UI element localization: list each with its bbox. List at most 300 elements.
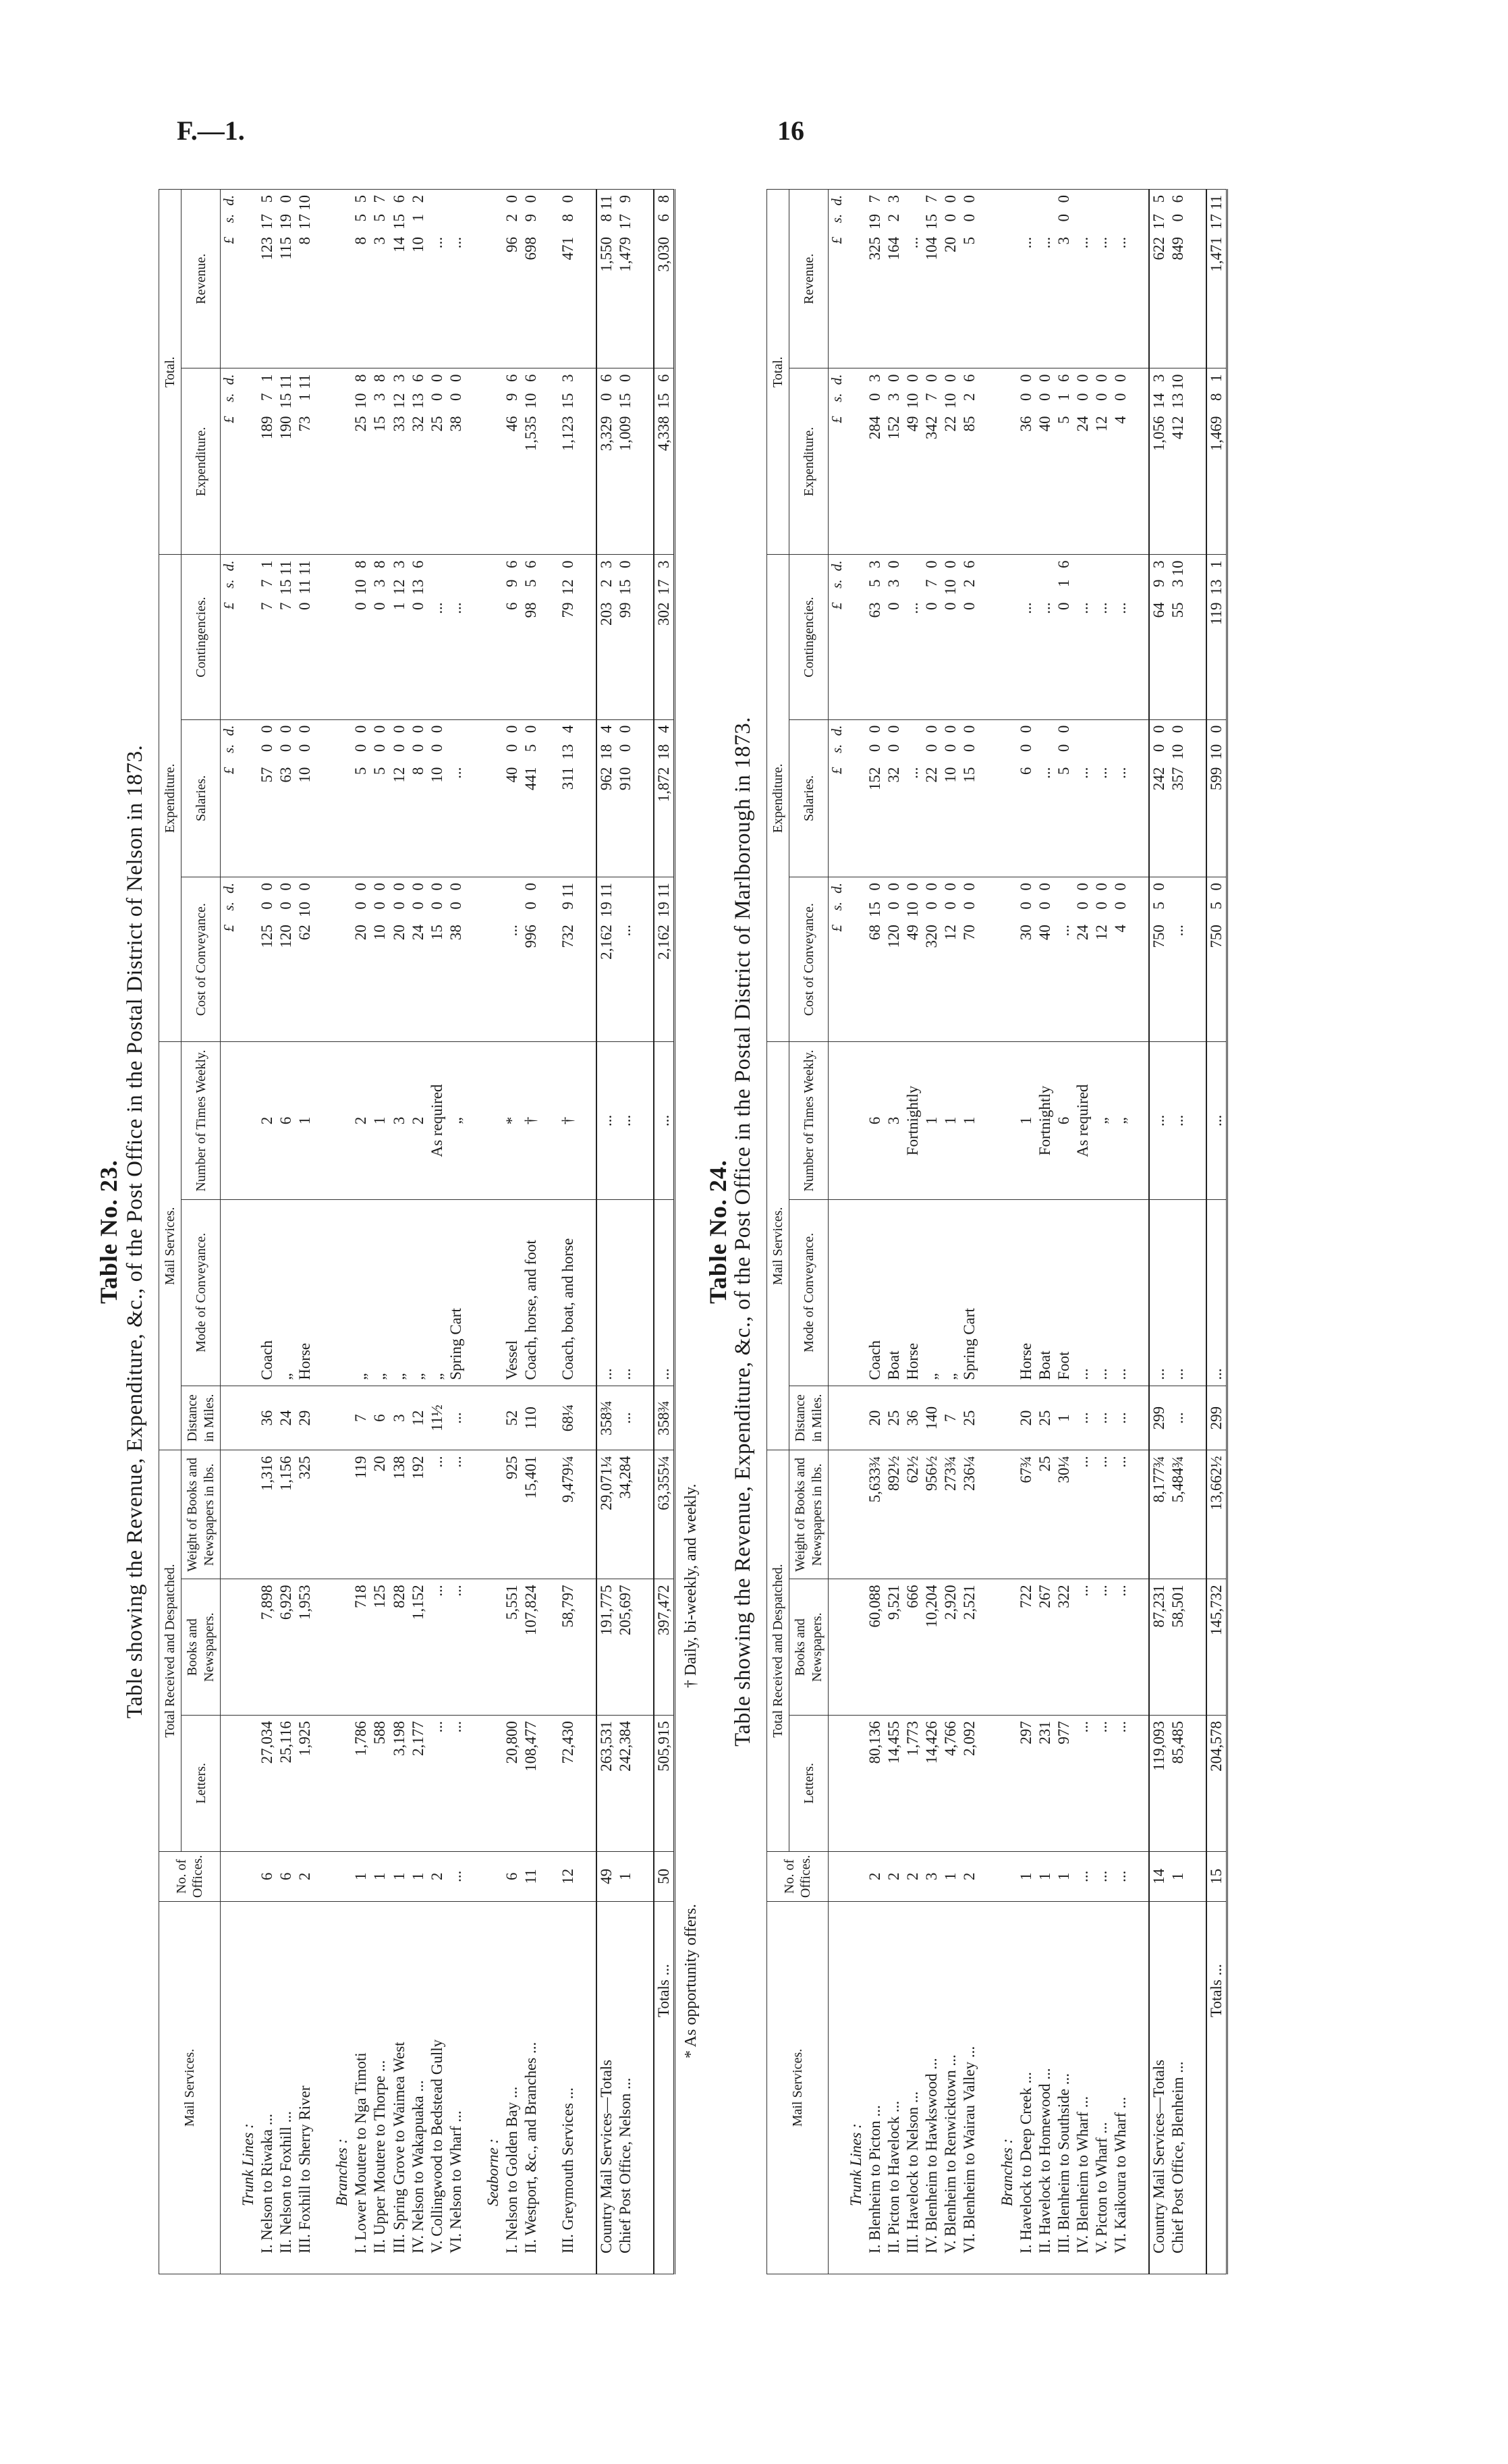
contingencies-pence: 3 <box>654 560 672 568</box>
cost-pence: 0 <box>296 883 314 891</box>
table-row <box>370 190 389 2274</box>
letters-count: 231 <box>1036 1716 1055 1852</box>
offices-count: 1 <box>352 1851 370 1901</box>
unit-blank <box>829 1042 847 1200</box>
distance-miles: 7 <box>352 1386 370 1450</box>
service-name: II. Havelock to Homewood ... <box>1036 1902 1055 2274</box>
cost-shillings: 0 <box>352 902 370 910</box>
contingencies-pence: 8 <box>352 560 370 568</box>
section-blank <box>484 1579 503 1716</box>
revenue-amount <box>352 190 370 368</box>
expenditure-pence: 0 <box>923 374 941 382</box>
table-row <box>447 190 466 2274</box>
distance-miles: 110 <box>522 1386 540 1450</box>
times-weekly: 1 <box>296 1042 314 1200</box>
expenditure-pence: 6 <box>1055 374 1072 382</box>
letters-count: 85,485 <box>1169 1716 1188 1852</box>
expenditure-amount <box>654 368 675 555</box>
table-row <box>559 190 578 2274</box>
cost-pounds: ... <box>1055 925 1072 937</box>
spacer-cell <box>635 1716 654 1852</box>
revenue-amount <box>1017 190 1036 368</box>
contingencies-pounds: 0 <box>885 602 903 610</box>
section-blank <box>847 1386 866 1450</box>
section-row <box>484 190 503 2274</box>
spacer-cell <box>980 368 998 555</box>
salaries-pounds: 63 <box>277 767 295 783</box>
salaries-amount <box>1206 719 1227 877</box>
column-header: Contingencies. <box>789 555 829 719</box>
cost-shillings: 0 <box>409 902 426 910</box>
books-count: 191,775 <box>596 1579 616 1716</box>
letters-count: 242,384 <box>616 1716 635 1852</box>
expenditure-pounds: 1,056 <box>1150 416 1167 451</box>
expenditure-pence: 6 <box>961 374 978 382</box>
spacer-cell <box>314 1450 333 1579</box>
offices-count: 49 <box>596 1851 616 1901</box>
conveyance-mode: „ <box>352 1199 370 1386</box>
offices-count: 6 <box>258 1851 277 1901</box>
salaries-pence: 4 <box>654 725 672 734</box>
contingencies-amount <box>277 555 296 719</box>
expenditure-pounds: 5 <box>1055 416 1072 424</box>
books-count: 718 <box>352 1579 370 1716</box>
expenditure-shillings: 0 <box>597 393 615 401</box>
expenditure-pounds: 25 <box>352 416 370 432</box>
column-header: Weight of Books and Newspapers in lbs. <box>789 1450 829 1579</box>
section-blank <box>847 1199 866 1386</box>
section-title: Branches : <box>333 1902 352 2274</box>
unit-blank <box>829 1851 847 1901</box>
cost-shillings: 0 <box>923 902 941 910</box>
service-name: I. Blenheim to Picton ... <box>866 1902 885 2274</box>
column-header: Weight of Books and Newspapers in lbs. <box>181 1450 221 1579</box>
table-row <box>960 190 979 2274</box>
revenue-pounds: ... <box>428 237 445 249</box>
revenue-amount <box>277 190 296 368</box>
expenditure-amount <box>1092 368 1111 555</box>
group-expenditure: Expenditure. <box>159 555 181 1042</box>
cost-shillings: 0 <box>1111 902 1129 910</box>
expenditure-amount <box>522 368 540 555</box>
unit-cell <box>221 719 240 877</box>
column-header: Distance in Miles. <box>181 1386 221 1450</box>
weight-lbs: 138 <box>390 1450 409 1579</box>
contingencies-pounds: 79 <box>559 602 576 618</box>
column-header: Revenue. <box>789 190 829 368</box>
contingencies-pence: 6 <box>961 560 978 568</box>
weight-lbs: 956½ <box>922 1450 941 1579</box>
cost-pence: 0 <box>885 883 903 891</box>
section-blank <box>333 1579 352 1716</box>
salaries-pounds: 5 <box>371 767 389 775</box>
service-name: V. Blenheim to Renwicktown ... <box>941 1902 960 2274</box>
section-blank <box>239 190 258 368</box>
books-count: 58,501 <box>1169 1579 1188 1716</box>
revenue-shillings: 6 <box>654 214 672 222</box>
section-blank <box>239 719 258 877</box>
revenue-amount <box>258 190 277 368</box>
salaries-shillings: 0 <box>1017 744 1034 752</box>
spacer-cell <box>540 368 559 555</box>
spacer-row <box>466 190 484 2274</box>
revenue-amount <box>1073 190 1092 368</box>
distance-miles: ... <box>1111 1386 1130 1450</box>
expenditure-amount <box>903 368 922 555</box>
conveyance-mode: ... <box>1092 1199 1111 1386</box>
spacer-cell <box>466 1851 484 1901</box>
salaries-pounds: ... <box>1111 767 1129 779</box>
section-blank <box>484 190 503 368</box>
table-row <box>1111 190 1130 2274</box>
unit-blank <box>829 1450 847 1579</box>
revenue-amount <box>903 190 922 368</box>
expenditure-amount <box>370 368 389 555</box>
conveyance-mode: Horse <box>296 1199 314 1386</box>
table-23 <box>159 189 675 2274</box>
books-count: 2,521 <box>960 1579 979 1716</box>
books-count: 145,732 <box>1206 1579 1227 1716</box>
conveyance-mode: ... <box>1073 1199 1092 1386</box>
column-header: Cost of Conveyance. <box>789 877 829 1042</box>
expenditure-pence: 11 <box>296 374 314 389</box>
offices-count: ... <box>1111 1851 1130 1901</box>
salaries-shillings: 0 <box>942 744 959 752</box>
cost-shillings: 10 <box>296 902 314 918</box>
distance-miles: 11½ <box>428 1386 447 1450</box>
spacer-cell <box>314 1386 333 1450</box>
section-blank <box>484 877 503 1042</box>
distance-miles: 36 <box>903 1386 922 1450</box>
contingencies-pounds: 98 <box>522 602 539 618</box>
expenditure-pounds: 1,535 <box>522 416 539 451</box>
section-blank <box>484 1716 503 1852</box>
service-name: Country Mail Services—Totals <box>596 1902 616 2274</box>
column-header: Books and Newspapers. <box>181 1579 221 1716</box>
weight-lbs: 1,156 <box>277 1450 296 1579</box>
cost-pence: 11 <box>597 883 615 898</box>
contingencies-pounds: ... <box>1111 602 1129 614</box>
cost-shillings: 0 <box>1092 902 1110 910</box>
section-blank <box>484 1851 503 1901</box>
letters-count: 505,915 <box>654 1716 675 1852</box>
service-name: Totals ... <box>1206 1902 1227 2274</box>
times-weekly: 6 <box>1055 1042 1073 1200</box>
cost-amount <box>503 877 522 1042</box>
expenditure-shillings: 9 <box>503 393 520 401</box>
revenue-pounds: 20 <box>942 237 959 252</box>
salaries-pounds: 22 <box>923 767 941 783</box>
contingencies-pounds: ... <box>1017 602 1034 614</box>
unit-shillings: s. <box>829 902 845 911</box>
section-blank <box>998 1386 1017 1450</box>
revenue-pounds: 622 <box>1150 237 1167 261</box>
expenditure-pounds: 22 <box>942 416 959 432</box>
revenue-pounds: 8 <box>352 237 370 245</box>
letters-count: 27,034 <box>258 1716 277 1852</box>
contingencies-amount <box>503 555 522 719</box>
expenditure-shillings: 15 <box>616 393 634 409</box>
letters-count: 14,455 <box>885 1716 903 1852</box>
section-blank <box>847 1716 866 1852</box>
contingencies-pence: 0 <box>942 560 959 568</box>
salaries-pence: 0 <box>1169 725 1186 734</box>
conveyance-mode: Vessel <box>503 1199 522 1386</box>
revenue-shillings: 17 <box>1150 214 1167 229</box>
distance-miles: 20 <box>1017 1386 1036 1450</box>
spacer-cell <box>540 555 559 719</box>
contingencies-shillings: 12 <box>390 579 408 595</box>
spacer-cell <box>466 1386 484 1450</box>
revenue-amount <box>866 190 885 368</box>
cost-pence: 0 <box>904 883 922 891</box>
unit-blank <box>221 1386 240 1450</box>
contingencies-amount <box>258 555 277 719</box>
salaries-pounds: 242 <box>1150 767 1167 791</box>
spacer-cell <box>1130 1042 1149 1200</box>
footnote: * As opportunity offers. <box>682 1904 700 2058</box>
cost-shillings: 0 <box>522 902 539 910</box>
spacer-cell <box>635 1851 654 1901</box>
revenue-amount <box>885 190 903 368</box>
salaries-shillings: 18 <box>597 744 615 760</box>
offices-count: 2 <box>428 1851 447 1901</box>
revenue-pence: 0 <box>961 195 978 203</box>
salaries-shillings: 18 <box>654 744 672 760</box>
salaries-amount <box>616 719 635 877</box>
spacer-cell <box>1188 368 1206 555</box>
section-blank <box>484 719 503 877</box>
weight-lbs: 29,071¼ <box>596 1450 616 1579</box>
spacer-row <box>980 190 998 2274</box>
contingencies-amount <box>616 555 635 719</box>
contingencies-pounds: 0 <box>961 602 978 610</box>
cost-pounds: 49 <box>904 925 922 941</box>
conveyance-mode: ... <box>1206 1199 1227 1386</box>
books-count: 397,472 <box>654 1579 675 1716</box>
conveyance-mode: ... <box>654 1199 675 1386</box>
unit-cell <box>221 555 240 719</box>
service-name: Chief Post Office, Nelson ... <box>616 1902 635 2274</box>
books-count: 666 <box>903 1579 922 1716</box>
spacer-cell <box>578 1450 596 1579</box>
contingencies-pounds: 0 <box>1055 602 1072 610</box>
spacer-cell <box>980 1199 998 1386</box>
contingencies-pounds: 0 <box>371 602 389 610</box>
expenditure-shillings: 15 <box>559 393 576 409</box>
section-blank <box>998 719 1017 877</box>
spacer-cell <box>635 1386 654 1450</box>
cost-shillings: 0 <box>371 902 389 910</box>
contingencies-shillings: 3 <box>371 579 389 587</box>
section-blank <box>239 368 258 555</box>
cost-amount <box>941 877 960 1042</box>
service-name: V. Collingwood to Bedstead Gully <box>428 1902 447 2274</box>
offices-count: 2 <box>296 1851 314 1901</box>
weight-lbs: 5,484¾ <box>1169 1450 1188 1579</box>
spacer-cell <box>980 555 998 719</box>
salaries-pounds: 962 <box>597 767 615 791</box>
unit-shillings: s. <box>221 902 238 911</box>
conveyance-mode: „ <box>370 1199 389 1386</box>
spacer-cell <box>1188 190 1206 368</box>
expenditure-pounds: 25 <box>428 416 445 432</box>
cost-amount <box>1111 877 1130 1042</box>
column-header: Expenditure. <box>789 368 829 555</box>
section-title: Trunk Lines : <box>239 1902 258 2274</box>
revenue-amount <box>596 190 616 368</box>
unit-pence: d. <box>221 560 238 572</box>
letters-count: 2,092 <box>960 1716 979 1852</box>
cost-pounds: 996 <box>522 925 539 948</box>
table-row <box>296 190 314 2274</box>
salaries-pence: 4 <box>597 725 615 734</box>
section-row <box>998 190 1017 2274</box>
expenditure-pounds: 284 <box>866 416 884 439</box>
offices-count: 1 <box>1169 1851 1188 1901</box>
spacer-cell <box>635 555 654 719</box>
cost-shillings: 0 <box>1036 902 1053 910</box>
spacer-cell <box>980 1042 998 1200</box>
expenditure-pounds: 40 <box>1036 416 1053 432</box>
spacer-cell <box>466 1902 484 2274</box>
times-weekly: ... <box>1169 1042 1188 1200</box>
page-number: 16 <box>777 115 804 146</box>
contingencies-shillings: 7 <box>923 579 941 587</box>
salaries-shillings: 10 <box>1169 744 1186 760</box>
revenue-pence: 0 <box>503 195 520 203</box>
page-code: F.—1. <box>177 115 245 146</box>
spacer-cell <box>578 1042 596 1200</box>
salaries-amount <box>1111 719 1130 877</box>
unit-pounds: £ <box>829 602 845 609</box>
revenue-amount <box>296 190 314 368</box>
books-count: ... <box>1073 1579 1092 1716</box>
cost-amount <box>447 877 466 1042</box>
salaries-amount <box>428 719 447 877</box>
salaries-pence: 0 <box>371 725 389 734</box>
contingencies-pence: 3 <box>866 560 884 568</box>
revenue-shillings: 17 <box>258 214 276 229</box>
salaries-pence: 0 <box>616 725 634 734</box>
revenue-pence: 10 <box>296 195 314 211</box>
weight-lbs: 15,401 <box>522 1450 540 1579</box>
revenue-amount <box>654 190 675 368</box>
revenue-amount <box>503 190 522 368</box>
unit-blank <box>829 1902 847 2274</box>
section-blank <box>998 1851 1017 1901</box>
spacer-cell <box>1130 368 1149 555</box>
section-blank <box>998 1450 1017 1579</box>
books-count: 7,898 <box>258 1579 277 1716</box>
table-row <box>503 190 522 2274</box>
revenue-pounds: 5 <box>961 237 978 245</box>
spacer-cell <box>1130 190 1149 368</box>
salaries-shillings: 0 <box>1150 744 1167 752</box>
times-weekly: 2 <box>352 1042 370 1200</box>
spacer-row <box>314 190 333 2274</box>
contingencies-pence: 8 <box>371 560 389 568</box>
table-row <box>277 190 296 2274</box>
contingencies-shillings: 9 <box>1150 579 1167 587</box>
table-23-number: Table No. 23. <box>95 1159 122 1304</box>
books-count: 107,824 <box>522 1579 540 1716</box>
distance-miles: 25 <box>1036 1386 1055 1450</box>
expenditure-shillings: 1 <box>296 393 314 401</box>
salaries-pounds: ... <box>447 767 464 779</box>
contingencies-shillings: 10 <box>352 579 370 595</box>
spacer-cell <box>540 190 559 368</box>
spacer-cell <box>466 1042 484 1200</box>
cost-pence: 0 <box>258 883 276 891</box>
revenue-shillings: 8 <box>559 214 576 222</box>
times-weekly: 2 <box>258 1042 277 1200</box>
cost-pounds: 750 <box>1207 925 1225 948</box>
cost-shillings: 10 <box>904 902 922 918</box>
salaries-pounds: 12 <box>390 767 408 783</box>
revenue-pounds: 3 <box>1055 237 1072 245</box>
distance-miles: 140 <box>922 1386 941 1450</box>
cost-pence: 0 <box>1073 883 1091 891</box>
unit-shillings: s. <box>829 393 845 402</box>
section-blank <box>998 1199 1017 1386</box>
expenditure-pounds: 1,009 <box>616 416 634 451</box>
table-row <box>903 190 922 2274</box>
cost-pounds: 320 <box>923 925 941 948</box>
table-row <box>941 190 960 2274</box>
service-name: V. Picton to Wharf ... <box>1092 1902 1111 2274</box>
unit-pence: d. <box>829 195 845 206</box>
distance-miles: ... <box>1073 1386 1092 1450</box>
cost-amount <box>522 877 540 1042</box>
section-blank <box>333 1851 352 1901</box>
service-name: III. Spring Grove to Waimea West <box>390 1902 409 2274</box>
unit-pence: d. <box>221 883 238 894</box>
contingencies-shillings: 2 <box>597 579 615 587</box>
cost-amount <box>616 877 635 1042</box>
expenditure-pounds: 38 <box>447 416 464 432</box>
section-blank <box>998 1579 1017 1716</box>
cost-amount <box>277 877 296 1042</box>
salaries-amount <box>1149 719 1169 877</box>
expenditure-pounds: 73 <box>296 416 314 432</box>
cost-amount <box>922 877 941 1042</box>
salaries-pence: 0 <box>1017 725 1034 734</box>
conveyance-mode: ... <box>1149 1199 1169 1386</box>
spacer-cell <box>314 1716 333 1852</box>
unit-pounds: £ <box>221 925 238 932</box>
revenue-pounds: 1,550 <box>597 237 615 272</box>
column-header: Cost of Conveyance. <box>181 877 221 1042</box>
books-count: 60,088 <box>866 1579 885 1716</box>
offices-count: 1 <box>616 1851 635 1901</box>
column-header: Salaries. <box>181 719 221 877</box>
unit-shillings: s. <box>221 579 238 588</box>
letters-count: 1,773 <box>903 1716 922 1852</box>
cost-pence: 0 <box>1092 883 1110 891</box>
books-count: 1,152 <box>409 1579 428 1716</box>
column-header: Letters. <box>181 1716 221 1852</box>
weight-lbs: 5,633¾ <box>866 1450 885 1579</box>
cost-pounds: ... <box>616 925 634 937</box>
conveyance-mode: Coach <box>258 1199 277 1386</box>
letters-count: 80,136 <box>866 1716 885 1852</box>
page-header <box>0 115 1508 155</box>
service-name: I. Havelock to Deep Creek ... <box>1017 1902 1036 2274</box>
column-header: Expenditure. <box>181 368 221 555</box>
service-name: III. Blenheim to Southside ... <box>1055 1902 1073 2274</box>
conveyance-mode: Coach, boat, and horse <box>559 1199 578 1386</box>
